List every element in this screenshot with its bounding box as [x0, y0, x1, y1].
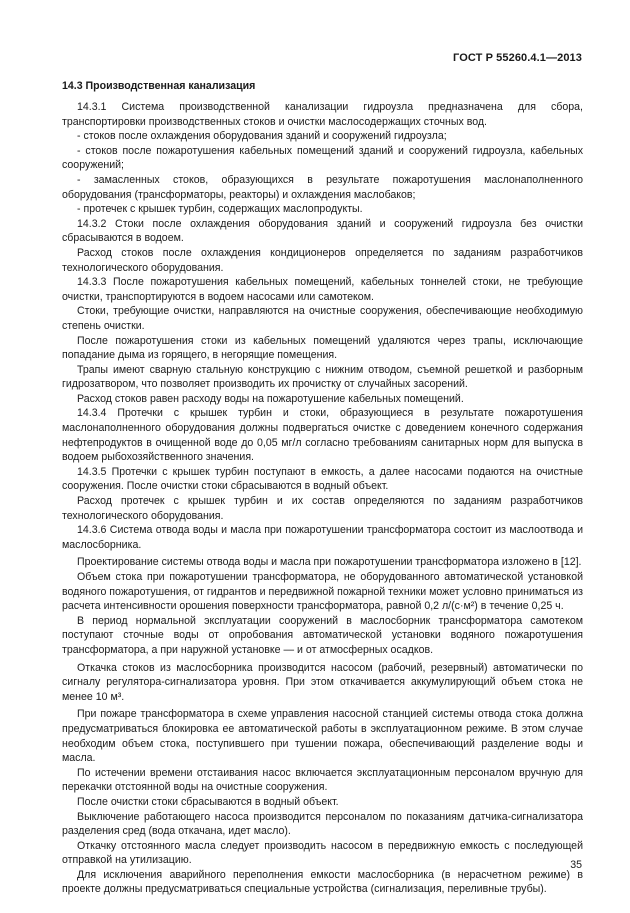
section-body [62, 100, 583, 897]
paragraph: После очистки стоки сбрасываются в водный объект. [77, 795, 339, 808]
list-item: - протечек с крышек турбин, содержащих маслопродукты. [77, 203, 363, 216]
paragraph: При пожаре трансформатора в схеме управления насосной станцией системы отвода стока должна предусматриваться блокировка ее автоматической работы в эксплуатационном режиме. В этом случае необходим объем стока, поступившего при тушении пожара, обеспечивающий разделение воды и масла. [62, 708, 583, 765]
section-heading: 14.3 Производственная канализация [62, 80, 256, 92]
paragraph: 14.3.1 Система производственной канализации гидроузла предназначена для сбора, транспортировки производственных стоков и очистки маслосодержащих сточных вод. [62, 101, 583, 128]
paragraph: Расход стоков после охлаждения кондиционеров определяется по заданиям разработчиков технологического оборудования. [62, 246, 583, 274]
paragraph: Расход стоков равен расходу воды на пожаротушение кабельных помещений. [77, 392, 464, 405]
paragraph: Откачку отстоянного масла следует производить насосом в передвижную емкость с последующей отправкой на утилизацию. [62, 839, 583, 867]
paragraph: Объем стока при пожаротушении трансформатора, не оборудованного автоматической установкой водяного пожаротушения, от гидрантов и передвижной пожарной техники может условно приниматься из расчета интенсивности орошения поверхности трансформатора, равной 0,2 л/(с·м²) в течение 0,25 ч. [62, 571, 583, 613]
document-code: ГОСТ Р 55260.4.1—2013 [453, 52, 582, 64]
paragraph: 14.3.3 После пожаротушения кабельных помещений, кабельных тоннелей стоки, не требующие очистки, транспортируются в водоем насосами или самотеком. [62, 276, 583, 303]
paragraph: Трапы имеют сварную стальную конструкцию с нижним отводом, съемной решеткой и разборным гидрозатвором, что позволяет производить их прочистку от случайных засорений. [62, 363, 583, 391]
paragraph: Для исключения аварийного переполнения емкости маслосборника (в нерасчетном режиме) в проекте должны предусматриваться специальные устройства (сигнализация, переливные трубы). [62, 868, 583, 896]
list-item: - замасленных стоков, образующихся в результате пожаротушения маслонаполненного оборудования (трансформаторы, реакторы) и охлаждения маслобаков; [62, 173, 583, 201]
paragraph: 14.3.4 Протечки с крышек турбин и стоки, образующиеся в результате пожаротушения маслонаполненного оборудования должны подвергаться очистке с доведением конечного содержания нефтепродуктов в очищенной воде до 0,05 мг/л согласно требованиям санитарных норм для выпуска в водоем рыбохозяйственного значения. [62, 407, 583, 464]
paragraph: Выключение работающего насоса производится персоналом по показаниям датчика-сигнализатора разделения сред (вода откачана, идет масло). [62, 810, 583, 838]
page-number: 35 [570, 859, 582, 871]
paragraph: 14.3.5 Протечки с крышек турбин поступают в емкость, а далее насосами подаются на очистные сооружения. После очистки стоки сбрасываются в водный объект. [62, 465, 583, 493]
list-item: - стоков после пожаротушения кабельных помещений зданий и сооружений гидроузла, кабельных сооружений; [62, 144, 583, 172]
paragraph: Откачка стоков из маслосборника производится насосом (рабочий, резервный) автоматически по сигналу регулятора-сигнализатора уровня. При этом откачивается аккумулирующий объем стока не менее 10 м³. [62, 661, 583, 703]
paragraph: 14.3.2 Стоки после охлаждения оборудования зданий и сооружений гидроузла без очистки сбрасываются в водоем. [62, 217, 583, 245]
paragraph: По истечении времени отстаивания насос включается эксплуатационным персоналом вручную для перекачки отстоянной воды на очистные сооружения. [62, 766, 583, 794]
paragraph: Проектирование системы отвода воды и масла при пожаротушении трансформатора изложено в [12]. [77, 556, 582, 569]
list-item: - стоков после охлаждения оборудования зданий и сооружений гидроузла; [77, 130, 447, 143]
paragraph: 14.3.6 Система отвода воды и масла при пожаротушении трансформатора состоит из маслоотвода и маслосборника. [62, 524, 583, 551]
paragraph: В период нормальной эксплуатации сооружений в маслосборник трансформатора самотеком поступают сточные воды от опробования автоматической установки водяного пожаротушения трансформатора, а при наружной установке — и от атмосферных осадков. [62, 614, 583, 656]
paragraph: После пожаротушения стоки из кабельных помещений удаляются через трапы, исключающие попадание дыма из горящего, в негорящие помещения. [62, 334, 583, 362]
paragraph: Расход протечек с крышек турбин и их состав определяются по заданиям разработчиков технологического оборудования. [62, 495, 583, 522]
paragraph: Стоки, требующие очистки, направляются на очистные сооружения, обеспечивающие необходимую степень очистки. [62, 305, 583, 332]
